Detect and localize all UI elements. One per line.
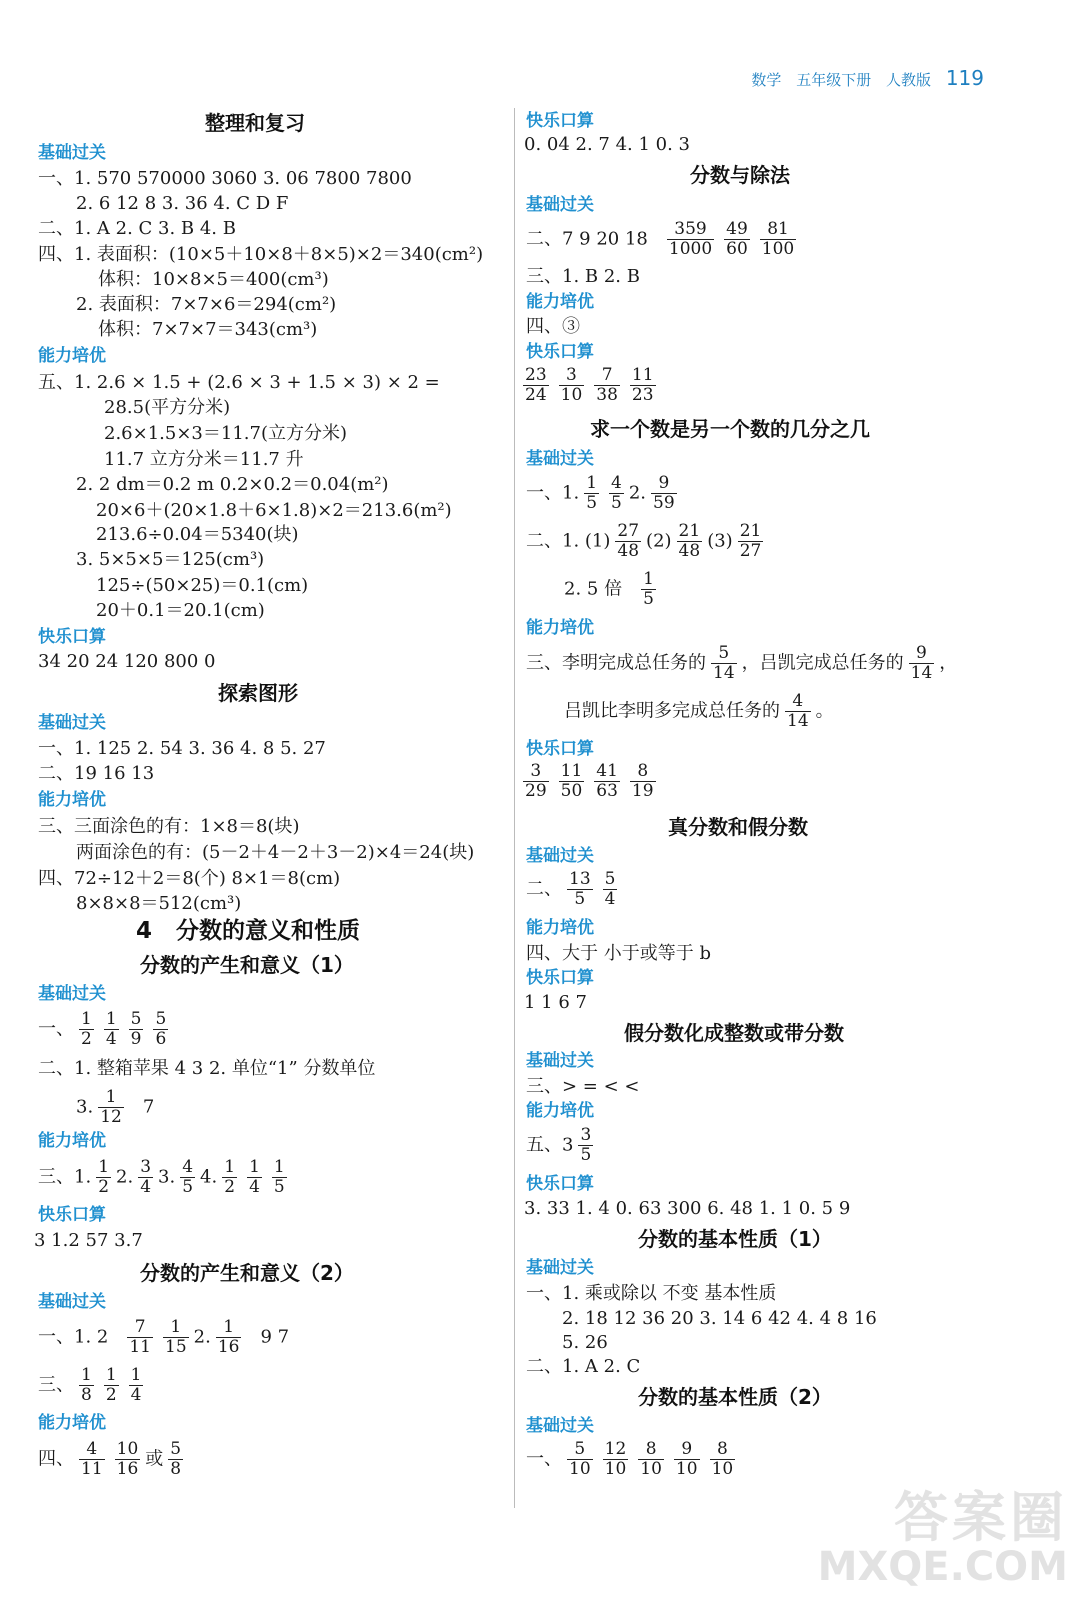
- denominator: 8: [170, 1459, 182, 1479]
- denominator: 5: [586, 493, 598, 513]
- denominator: 10: [604, 1459, 627, 1479]
- fraction: [559, 762, 585, 801]
- numerator: 1: [586, 473, 598, 493]
- answer-line: 3. 5×5×5＝125(cm³): [76, 549, 265, 570]
- section-title: 真分数和假分数: [668, 815, 808, 839]
- fraction: [651, 474, 677, 513]
- numerator: 1: [105, 1009, 117, 1029]
- fraction: [180, 1158, 195, 1197]
- numerator: 3: [523, 762, 549, 782]
- section-label: 能力培优: [526, 292, 594, 312]
- answer-line: 一、 $\frac{5}{10}$ $\frac{12}{10}$ $\frac{8}{10}$ $\frac{9}{10}$ $\frac{8}{10}$: [526, 1439, 734, 1479]
- fraction: [523, 366, 549, 405]
- section-label: 快乐口算: [526, 342, 594, 362]
- answer-line: 8×8×8＝512(cm³): [76, 893, 242, 914]
- denominator: 10: [560, 385, 583, 405]
- numerator: 7: [127, 1318, 153, 1338]
- denominator: 2: [105, 1385, 117, 1405]
- section-label: 基础过关: [526, 195, 594, 215]
- fraction: [104, 1010, 119, 1049]
- header-edition: 人教版: [886, 71, 932, 89]
- answer-line: 1 1 6 7: [524, 992, 587, 1013]
- section-label: 能力培优: [526, 918, 594, 938]
- fraction: [638, 1440, 664, 1479]
- denominator: 2: [98, 1177, 110, 1197]
- section-label: 能力培优: [526, 1101, 594, 1121]
- fraction: [710, 1440, 736, 1479]
- numerator: 11: [631, 365, 654, 385]
- answer-line: 四、 $\frac{4}{11}$ $\frac{10}{16}$ 或 $\frac{5}{8}$: [38, 1439, 182, 1479]
- denominator: 4: [105, 1029, 117, 1049]
- numerator: 81: [760, 220, 796, 240]
- section-title: 分数的产生和意义（2）: [140, 1261, 354, 1285]
- numerator: 1: [130, 1365, 142, 1385]
- answer-line: 四、大于 小于或等于 b: [526, 943, 711, 964]
- answer-line: 三、 $\frac{1}{8}$ $\frac{1}{2}$ $\frac{1}{4}$: [38, 1365, 142, 1405]
- denominator: 9: [130, 1029, 142, 1049]
- fraction: [138, 1158, 153, 1197]
- answer-line: 体积：10×8×5＝400(cm³): [98, 269, 329, 290]
- denominator: 4: [130, 1385, 142, 1405]
- fraction: [79, 1366, 94, 1405]
- answer-line: 二、7 9 20 18 $\frac{359}{1000}$ $\frac{49}{60}$ $\frac{81}{100}$: [526, 219, 795, 259]
- section-title: 假分数化成整数或带分数: [624, 1021, 844, 1045]
- right-column: [514, 0, 1084, 1600]
- numerator: 1: [273, 1157, 285, 1177]
- answer-line: 0. 04 2. 7 4. 1 0. 3: [524, 134, 691, 155]
- numerator: 23: [525, 365, 547, 385]
- denominator: 24: [525, 385, 547, 405]
- answer-line: 两面涂色的有：(5－2＋4－2＋3－2)×4＝24(块): [76, 842, 475, 863]
- answer-line: 五、1. 2.6 × 1.5 + (2.6 × 3 + 1.5 × 3) × 2 =: [38, 372, 440, 393]
- fraction: [738, 522, 764, 561]
- section-label: 基础过关: [38, 984, 106, 1004]
- numerator: 1: [98, 1088, 124, 1108]
- numerator: 5: [711, 644, 737, 664]
- section-label: 基础过关: [38, 143, 106, 163]
- numerator: 1: [98, 1157, 110, 1177]
- numerator: 27: [617, 521, 640, 541]
- section-label: 快乐口算: [38, 1205, 106, 1225]
- answer-line: 3. $\frac{1}{12}$ 7: [76, 1087, 155, 1127]
- numerator: 5: [170, 1439, 182, 1459]
- answer-line: 五、3 $\frac{3}{5}$: [526, 1125, 592, 1165]
- answer-line: 一、 $\frac{1}{2}$ $\frac{1}{4}$ $\frac{5}{9}$ $\frac{5}{6}$: [38, 1009, 167, 1049]
- numerator: 8: [710, 1440, 736, 1460]
- section-title: 求一个数是另一个数的几分之几: [590, 417, 870, 441]
- fraction: [96, 1158, 111, 1197]
- left-column: [0, 0, 514, 1600]
- answer-line: 5. 26: [562, 1332, 608, 1353]
- answer-line: 34 20 24 120 800 0: [38, 651, 216, 672]
- fraction: [711, 644, 737, 683]
- fraction: [603, 1440, 629, 1479]
- denominator: 48: [678, 541, 701, 561]
- fraction: [615, 522, 641, 561]
- answer-line: 28.5(平方分米): [104, 397, 231, 418]
- denominator: 14: [713, 663, 735, 683]
- denominator: 14: [910, 663, 933, 683]
- answer-line: 四、③: [526, 316, 580, 337]
- section-title: 探索图形: [218, 681, 298, 705]
- numerator: 5: [130, 1009, 142, 1029]
- denominator: 5: [273, 1177, 285, 1197]
- denominator: 60: [726, 239, 748, 259]
- fraction: [129, 1366, 144, 1405]
- numerator: 4: [182, 1157, 194, 1177]
- fraction: [603, 870, 618, 909]
- fraction: [674, 1440, 700, 1479]
- numerator: 7: [594, 366, 620, 386]
- numerator: 8: [630, 762, 656, 782]
- denominator: 11: [81, 1459, 103, 1479]
- watermark-logo-text: 答案圈: [894, 1486, 1068, 1549]
- fraction: [559, 366, 585, 405]
- denominator: 38: [596, 385, 618, 405]
- chapter-number: 4: [136, 918, 153, 944]
- denominator: 48: [617, 541, 640, 561]
- answer-line: 二、 $\frac{13}{5}$ $\frac{5}{4}$: [526, 869, 616, 909]
- denominator: 10: [711, 1459, 734, 1479]
- numerator: 8: [638, 1440, 664, 1460]
- section-label: 基础过关: [38, 713, 106, 733]
- answer-line: [518, 762, 661, 801]
- answer-line: 3. 33 1. 4 0. 63 300 6. 48 1. 1 0. 5 9: [524, 1198, 851, 1219]
- answer-line: 二、19 16 13: [38, 763, 155, 784]
- numerator: 1: [643, 569, 654, 589]
- fraction: [153, 1010, 168, 1049]
- answer-line: 二、1. A 2. C: [526, 1356, 641, 1377]
- section-label: 快乐口算: [526, 111, 594, 131]
- fraction: [578, 1126, 593, 1165]
- denominator: 4: [140, 1177, 152, 1197]
- answer-line: [518, 366, 661, 405]
- fraction: [567, 870, 593, 909]
- fraction: [163, 1318, 189, 1357]
- denominator: 1000: [668, 239, 713, 259]
- numerator: 9: [674, 1440, 700, 1460]
- denominator: 10: [569, 1459, 591, 1479]
- numerator: 12: [604, 1439, 627, 1459]
- fraction: [247, 1158, 262, 1197]
- numerator: 4: [79, 1440, 105, 1460]
- answer-line: 三、1. B 2. B: [526, 266, 640, 287]
- numerator: 5: [155, 1009, 167, 1029]
- fraction: [630, 366, 656, 405]
- denominator: 12: [100, 1107, 122, 1127]
- answer-line: 三、1. $\frac{1}{2}$ 2. $\frac{3}{4}$ 3. $\frac{4}{5}$ 4. $\frac{1}{2}$ $\frac{1}{4}$ $\frac{1}{5}$: [38, 1157, 285, 1197]
- section-label: 能力培优: [38, 790, 106, 810]
- section-label: 能力培优: [38, 1413, 106, 1433]
- answer-line: 11.7 立方分米＝11.7 升: [104, 449, 304, 470]
- header-subject: 数学: [751, 71, 782, 89]
- answer-line: 二、1. A 2. C 3. B 4. B: [38, 218, 236, 239]
- fraction: [785, 692, 811, 731]
- denominator: 29: [525, 781, 547, 801]
- fraction: [272, 1158, 287, 1197]
- denominator: 59: [653, 493, 675, 513]
- numerator: 10: [116, 1439, 139, 1459]
- section-label: 基础过关: [526, 1051, 594, 1071]
- answer-line: 一、1. 570 570000 3060 3. 06 7800 7800: [38, 168, 412, 189]
- fraction: [79, 1010, 94, 1049]
- answer-line: 一、1. 乘或除以 不变 基本性质: [526, 1283, 777, 1304]
- numerator: 1: [163, 1318, 189, 1338]
- section-label: 基础过关: [526, 1258, 594, 1278]
- answer-line: 三、三面涂色的有：1×8＝8(块): [38, 816, 300, 837]
- denominator: 5: [643, 589, 654, 609]
- denominator: 15: [165, 1337, 187, 1357]
- denominator: 5: [580, 1145, 592, 1165]
- page-number: 119: [945, 66, 984, 90]
- numerator: 5: [604, 869, 616, 889]
- fraction: [127, 1318, 153, 1357]
- section-label: 能力培优: [38, 346, 106, 366]
- fraction: [594, 366, 620, 405]
- numerator: 13: [569, 869, 591, 889]
- numerator: 21: [678, 521, 701, 541]
- answer-line: 二、1. 整箱苹果 4 3 2. 单位“1” 分数单位: [38, 1058, 376, 1079]
- fraction: [115, 1440, 141, 1479]
- answer-line: 20×6＋(20×1.8＋6×1.8)×2＝213.6(m²): [96, 500, 452, 521]
- answer-line: 213.6÷0.04＝5340(块): [96, 524, 299, 545]
- answer-line: 体积：7×7×7＝343(cm³): [98, 319, 318, 340]
- denominator: 2: [224, 1177, 236, 1197]
- numerator: 9: [909, 644, 935, 664]
- denominator: 14: [787, 711, 809, 731]
- answer-line: 2. 2 dm＝0.2 m 0.2×0.2＝0.04(m²): [76, 474, 389, 495]
- section-label: 基础过关: [526, 846, 594, 866]
- answer-line: 一、1. 2 $\frac{7}{11}$ $\frac{1}{15}$ 2. $\frac{1}{16}$ 9 7: [38, 1317, 290, 1357]
- fraction: [909, 644, 935, 683]
- answer-line: 2. 18 12 36 20 3. 14 6 42 4. 4 8 16: [562, 1308, 877, 1329]
- fraction: [677, 522, 703, 561]
- numerator: 5: [567, 1440, 593, 1460]
- numerator: 3: [140, 1157, 152, 1177]
- section-label: 快乐口算: [38, 627, 106, 647]
- answer-line: 二、1. (1) $\frac{27}{48}$ (2) $\frac{21}{48}$ (3) $\frac{21}{27}$: [526, 521, 762, 561]
- fraction: [104, 1366, 119, 1405]
- numerator: 4: [611, 473, 622, 493]
- watermark-url: MXQE.COM: [817, 1544, 1068, 1590]
- watermark: [817, 1486, 1068, 1590]
- fraction: [641, 570, 656, 609]
- numerator: 359: [667, 220, 714, 240]
- fraction: [168, 1440, 183, 1479]
- fraction: [584, 474, 599, 513]
- header-grade: 五年级下册: [796, 71, 872, 89]
- fraction: [567, 1440, 593, 1479]
- denominator: 5: [182, 1177, 194, 1197]
- denominator: 2: [81, 1029, 92, 1049]
- numerator: 1: [81, 1365, 92, 1385]
- fraction: [98, 1088, 124, 1127]
- answer-line: 一、1. $\frac{1}{5}$ $\frac{4}{5}$ 2. $\frac{9}{59}$: [526, 473, 675, 513]
- fraction: [216, 1318, 242, 1357]
- answer-line: 四、72÷12＋2＝8(个) 8×1＝8(cm): [38, 868, 341, 889]
- denominator: 10: [640, 1459, 662, 1479]
- section-label: 基础过关: [38, 1292, 106, 1312]
- fraction: [667, 220, 714, 259]
- fraction: [222, 1158, 237, 1197]
- numerator: 3: [559, 366, 585, 386]
- numerator: 41: [596, 761, 618, 781]
- section-title: 分数的基本性质（2）: [638, 1385, 832, 1409]
- section-label: 快乐口算: [526, 739, 594, 759]
- section-label: 能力培优: [38, 1131, 106, 1151]
- answer-line: 3 1.2 57 3.7: [34, 1230, 143, 1251]
- numerator: 1: [81, 1009, 92, 1029]
- numerator: 1: [249, 1157, 260, 1177]
- answer-line: 三、> = < <: [526, 1076, 640, 1097]
- numerator: 49: [726, 219, 748, 239]
- numerator: 11: [560, 761, 583, 781]
- denominator: 16: [217, 1337, 240, 1357]
- section-label: 快乐口算: [526, 1174, 594, 1194]
- numerator: 1: [224, 1157, 236, 1177]
- fraction: [760, 220, 796, 259]
- fraction: [724, 220, 750, 259]
- fraction: [523, 762, 549, 801]
- denominator: 4: [604, 889, 616, 909]
- denominator: 4: [249, 1177, 260, 1197]
- fraction: [630, 762, 656, 801]
- fraction: [594, 762, 620, 801]
- fraction: [609, 474, 624, 513]
- numerator: 1: [105, 1365, 117, 1385]
- denominator: 100: [761, 239, 795, 259]
- chapter-title: 分数的意义和性质: [176, 918, 360, 944]
- denominator: 19: [631, 781, 654, 801]
- numerator: 21: [739, 521, 762, 541]
- fraction: [129, 1010, 144, 1049]
- section-label: 基础过关: [526, 449, 594, 469]
- section-title: 分数与除法: [690, 163, 790, 187]
- section-title: 分数的产生和意义（1）: [140, 953, 354, 977]
- denominator: 10: [675, 1459, 698, 1479]
- answer-line: 四、1. 表面积：(10×5＋10×8＋8×5)×2＝340(cm²): [38, 244, 484, 265]
- numerator: 9: [651, 474, 677, 494]
- answer-line: 一、1. 125 2. 54 3. 36 4. 8 5. 27: [38, 738, 326, 759]
- section-label: 基础过关: [526, 1416, 594, 1436]
- numerator: 1: [216, 1318, 242, 1338]
- section-title: 分数的基本性质（1）: [638, 1227, 832, 1251]
- section-label: 能力培优: [526, 618, 594, 638]
- section-title: 整理和复习: [205, 111, 305, 135]
- denominator: 5: [611, 493, 622, 513]
- answer-line: 2. 表面积：7×7×6＝294(cm²): [76, 294, 337, 315]
- answer-line: 20＋0.1＝20.1(cm): [96, 600, 265, 621]
- answer-line: 吕凯比李明多完成总任务的 $\frac{4}{14}$ 。: [564, 691, 834, 731]
- denominator: 6: [155, 1029, 167, 1049]
- answer-line: 三、李明完成总任务的 $\frac{5}{14}$ ，吕凯完成总任务的 $\frac{9}{14}$ ，: [526, 643, 958, 683]
- numerator: 3: [580, 1125, 592, 1145]
- numerator: 4: [785, 692, 811, 712]
- denominator: 63: [596, 781, 618, 801]
- denominator: 50: [560, 781, 583, 801]
- denominator: 27: [739, 541, 762, 561]
- answer-line: 2.6×1.5×3＝11.7(立方分米): [104, 423, 347, 444]
- fraction: [79, 1440, 105, 1479]
- denominator: 16: [116, 1459, 139, 1479]
- section-label: 快乐口算: [526, 968, 594, 988]
- answer-line: 2. 6 12 8 3. 36 4. C D F: [76, 193, 289, 214]
- denominator: 23: [631, 385, 654, 405]
- answer-line: 125÷(50×25)＝0.1(cm): [96, 575, 309, 596]
- answer-line: 2. 5 倍 $\frac{1}{5}$: [564, 569, 654, 609]
- denominator: 11: [129, 1337, 151, 1357]
- denominator: 8: [81, 1385, 92, 1405]
- denominator: 5: [574, 889, 586, 909]
